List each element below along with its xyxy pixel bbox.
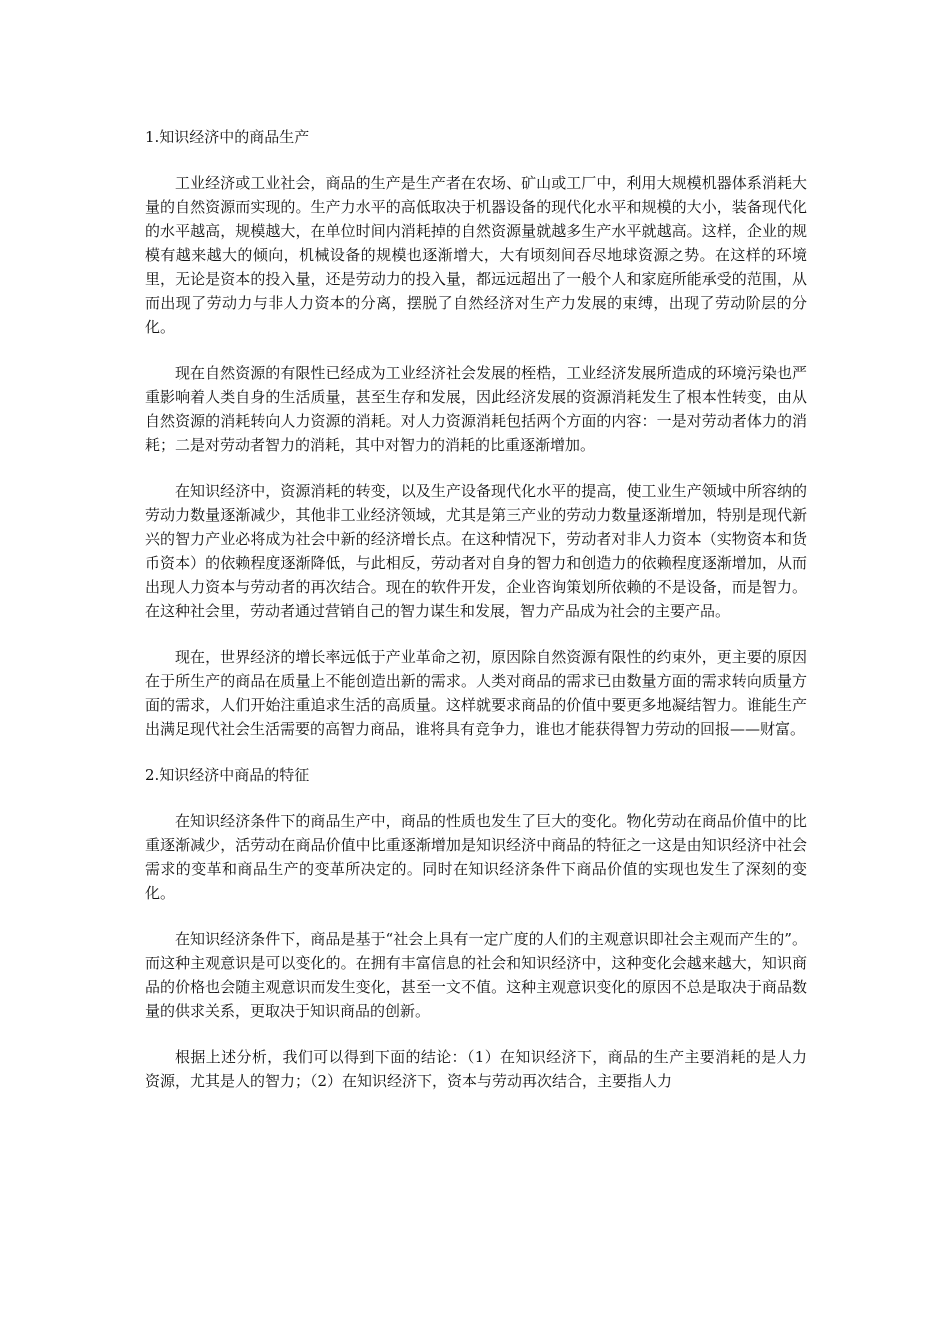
section-heading-1: 1.知识经济中的商品生产 — [145, 128, 310, 146]
paragraph-5: 在知识经济条件下的商品生产中，商品的性质也发生了巨大的变化。物化劳动在商品价值中的比重逐渐减少，活劳动在商品价值中比重逐渐增加是知识经济中商品的特征之一这是由知识经济中社会需求的变革和商品生产的变革所决定的。同时在知识经济条件下商品价值的实现也发生了深刻的变化。 — [145, 812, 807, 902]
document-page — [145, 121, 807, 1093]
paragraph-1: 工业经济或工业社会，商品的生产是生产者在农场、矿山或工厂中，利用大规模机器体系消耗大量的自然资源而实现的。生产力水平的高低取决于机器设备的现代化水平和规模的大小，装备现代化的水平越高，规模越大，在单位时间内消耗掉的自然资源量就越多生产水平就越高。这样，企业的规模有越来越大的倾向，机械设备的规模也逐渐增大，大有顷刻间吞尽地球资源之势。在这样的环境里，无论是资本的投入量，还是劳动力的投入量，都远远超出了一般个人和家庭所能承受的范围，从而出现了劳动力与非人力资本的分离，摆脱了自然经济对生产力发展的束缚，出现了劳动阶层的分化。 — [145, 174, 807, 336]
paragraph-4: 现在，世界经济的增长率远低于产业革命之初，原因除自然资源有限性的约束外，更主要的原因在于所生产的商品在质量上不能创造出新的需求。人类对商品的需求已由数量方面的需求转向质量方面的需求，人们开始注重追求生活的高质量。这样就要求商品的价值中要更多地凝结智力。谁能生产出满足现代社会生活需要的高智力商品，谁将具有竞争力，谁也才能获得智力劳动的回报——财富。 — [145, 648, 807, 738]
paragraph-2: 现在自然资源的有限性已经成为工业经济社会发展的桎梏，工业经济发展所造成的环境污染也严重影响着人类自身的生活质量，甚至生存和发展，因此经济发展的资源消耗发生了根本性转变，由从自然资源的消耗转向人力资源的消耗。对人力资源消耗包括两个方面的内容：一是对劳动者体力的消耗；二是对劳动者智力的消耗，其中对智力的消耗的比重逐渐增加。 — [145, 364, 807, 454]
paragraph-6: 在知识经济条件下，商品是基于“社会上具有一定广度的人们的主观意识即社会主观而产生的”。而这种主观意识是可以变化的。在拥有丰富信息的社会和知识经济中，这种变化会越来越大，知识商品的价格也会随主观意识而发生变化，甚至一文不值。这种主观意识变化的原因不总是取决于商品数量的供求关系，更取决于知识商品的创新。 — [145, 930, 807, 1020]
paragraph-7: 根据上述分析，我们可以得到下面的结论：（1）在知识经济下，商品的生产主要消耗的是人力资源，尤其是人的智力；（2）在知识经济下，资本与劳动再次结合，主要指人力 — [145, 1048, 807, 1090]
paragraph-3: 在知识经济中，资源消耗的转变，以及生产设备现代化水平的提高，使工业生产领域中所容纳的劳动力数量逐渐减少，其他非工业经济领域，尤其是第三产业的劳动力数量逐渐增加，特别是现代新兴的智力产业必将成为社会中新的经济增长点。在这种情况下，劳动者对非人力资本（实物资本和货币资本）的依赖程度逐渐降低，与此相反，劳动者对自身的智力和创造力的依赖程度逐渐增加，从而出现人力资本与劳动者的再次结合。现在的软件开发，企业咨询策划所依赖的不是设备，而是智力。在这种社会里，劳动者通过营销自己的智力谋生和发展，智力产品成为社会的主要产品。 — [145, 482, 807, 620]
section-heading-2: 2.知识经济中商品的特征 — [145, 766, 310, 784]
